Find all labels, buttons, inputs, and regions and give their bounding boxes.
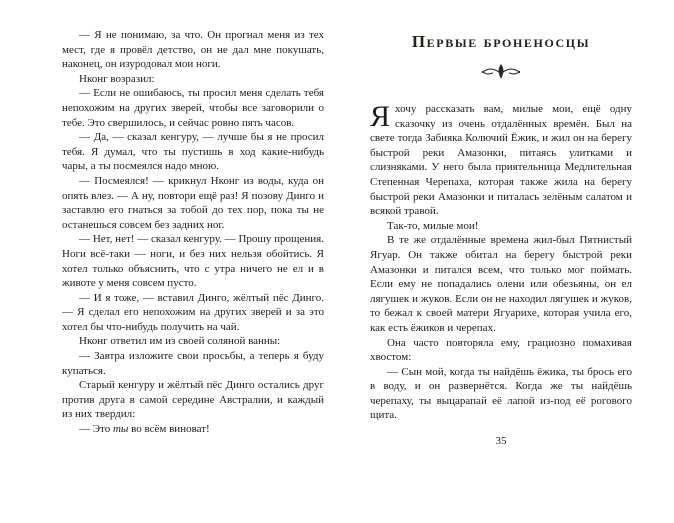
paragraph: Нконг возразил: xyxy=(79,72,155,85)
chapter-title: Первые броненосцы xyxy=(411,32,591,51)
paragraph xyxy=(370,102,632,219)
paragraph xyxy=(62,422,324,437)
paragraph: Так-то, милые мои! xyxy=(387,219,479,232)
drop-cap: Я xyxy=(370,100,391,133)
paragraph: Старый кенгуру и жёлтый пёс Динго остались друг против друга в самой середине Австралии, и каждый из них твердил: xyxy=(62,379,324,421)
page-number: 35 xyxy=(495,435,507,448)
italic-word: ты xyxy=(112,423,129,436)
paragraph: — Я не понимаю, за что. Он прогнал меня из тех мест, где я провёл детство, он не дал мне покушать, наконец, он изуродовал мои ноги. xyxy=(62,29,324,71)
paragraph: — Сын мой, когда ты найдёшь ёжика, ты брось его в воду, и он развернётся. Когда же ты найдёшь черепаху, ты выцарапай её лапой из-под её рогового щита. xyxy=(370,365,632,422)
paragraph: — Посмеялся! — крикнул Нконг из воды, куда он опять влез. — А ну, повтори ещё раз! Я позову Динго и заставлю его гнаться за тобой до тех пор, пока ты не останешься совсем без задних ног. xyxy=(62,174,324,231)
fleuron-ornament-icon xyxy=(370,62,632,82)
paragraph-text: во всём виноват! xyxy=(128,423,210,436)
paragraph: Нконг ответил им из своей соляной ванны: xyxy=(79,335,281,348)
paragraph: — И я тоже, — вставил Динго, жёлтый пёс Динго. — Я сделал его непохожим на других зверей и за это хотел бы что-нибудь получить на чай. xyxy=(62,291,324,333)
book-page-left xyxy=(62,28,324,523)
book-page-right xyxy=(370,28,632,523)
paragraph: Она часто повторяла ему, грациозно помахивая хвостом: xyxy=(370,336,632,364)
paragraph: — Если не ошибаюсь, ты просил меня сделать тебя непохожим на других зверей, чтобы все заговорили о тебе. Это свершилось, и сейчас ровно пять часов. xyxy=(62,87,324,129)
paragraph: — Нет, нет! — сказал кенгуру. — Прошу прощения. Ноги всё-таки — ноги, и без них нельзя обойтись. Я хотел только объяснить, что с утра ничего не ел и в животе у меня совсем пусто. xyxy=(62,233,324,290)
paragraph: — Да, — сказал кенгуру, — лучше бы я не просил тебя. Я думал, что ты пустишь в ход какие-нибудь чары, а ты посмеялся надо мною. xyxy=(62,131,324,173)
paragraph: В те же отдалённые времена жил-был Пятнистый Ягуар. Он также обитал на берегу быстрой реки Амазонки и питался всем, что только мог поймать. Если ему не попадались олени или обезьяны, он ел лягушек и жуков. Если он не находил лягушек и жуков, то бежал к своей матери Ягуарихе, которая учила его, как есть ёжиков и черепах. xyxy=(370,234,632,334)
paragraph-text: хочу рассказать вам, милые мои, ещё одну сказочку из очень отдалённых времён. Был на свете тогда Забияка Колючий Ёжик, и жил он на берегу быстрой реки Амазонки, питаясь улитками и слизняками. У него была приятельница Медлительная Степенная Черепаха, которая также жила на берегу быстрой реки Амазонки и питалась зелёным салатом и всякой травой. xyxy=(370,103,632,218)
paragraph: — Завтра изложите свои просьбы, а теперь я буду купаться. xyxy=(62,350,324,377)
paragraph-text: — Это xyxy=(79,423,113,436)
